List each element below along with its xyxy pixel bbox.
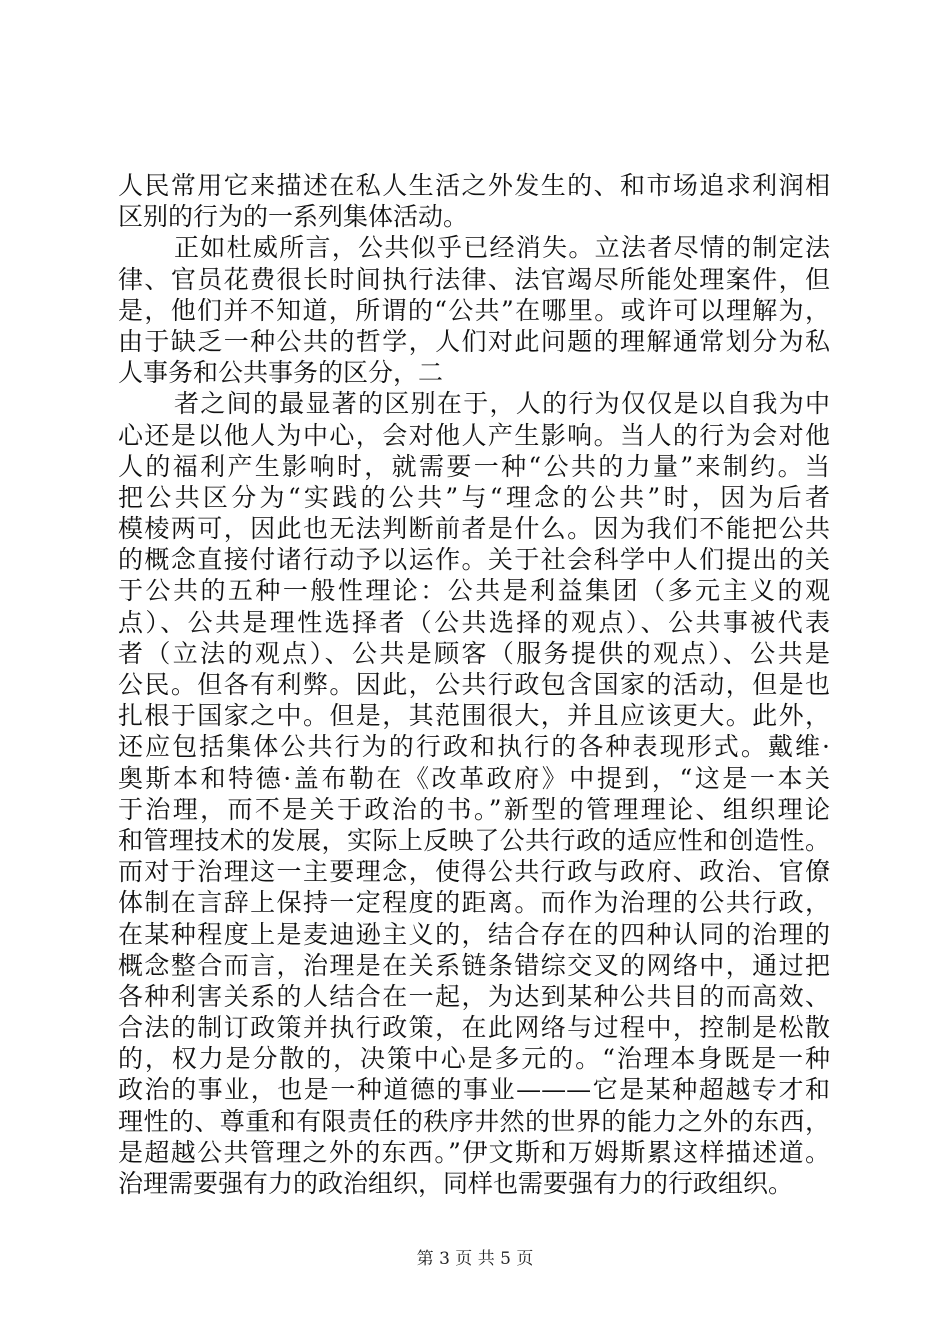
text-line: 体制在言辞上保持一定程度的距离。而作为治理的公共行政， <box>118 888 830 918</box>
text-line: 模棱两可，因此也无法判断前者是什么。因为我们不能把公共 <box>118 514 830 544</box>
text-line: 扎根于国家之中。但是，其范围很大，并且应该更大。此外， <box>118 701 830 731</box>
text-line: 奥斯本和特德·盖布勒在《改革政府》中提到，“这是一本关 <box>118 763 830 793</box>
text-line: 者之间的最显著的区别在于，人的行为仅仅是以自我为中 <box>174 389 830 419</box>
text-line: 点）、公共是理性选择者（公共选择的观点）、公共事被代表 <box>118 607 830 637</box>
text-line: 正如杜威所言，公共似乎已经消失。立法者尽情的制定法 <box>174 233 830 263</box>
text-line: 者（立法的观点）、公共是顾客（服务提供的观点）、公共是 <box>118 638 830 668</box>
text-line: 的概念直接付诸行动予以运作。关于社会科学中人们提出的关 <box>118 545 830 575</box>
text-line: 人民常用它来描述在私人生活之外发生的、和市场追求利润相 <box>118 171 830 200</box>
text-line: 还应包括集体公共行为的行政和执行的各种表现形式。戴维· <box>118 732 830 762</box>
text-line: 在某种程度上是麦迪逊主义的，结合存在的四种认同的治理的 <box>118 919 830 949</box>
text-line: 是，他们并不知道，所谓的“公共”在哪里。或许可以理解为， <box>118 295 830 325</box>
text-line: 心还是以他人为中心，会对他人产生影响。当人的行为会对他 <box>118 420 830 450</box>
text-line: 区别的行为的一系列集体活动。 <box>118 202 469 232</box>
text-line: 理性的、尊重和有限责任的秩序井然的世界的能力之外的东西， <box>118 1106 830 1136</box>
text-line: 概念整合而言，治理是在关系链条错综交叉的网络中，通过把 <box>118 950 830 980</box>
text-line: 和管理技术的发展，实际上反映了公共行政的适应性和创造性。 <box>118 825 830 855</box>
text-line: 人事务和公共事务的区分，二 <box>118 358 444 388</box>
text-line: 人的福利产生影响时，就需要一种“公共的力量”来制约。当 <box>118 451 830 481</box>
text-line: 政治的事业，也是一种道德的事业———它是某种超越专才和 <box>118 1075 830 1105</box>
text-line: 由于缺乏一种公共的哲学，人们对此问题的理解通常划分为私 <box>118 326 830 356</box>
text-line: 合法的制订政策并执行政策，在此网络与过程中，控制是松散 <box>118 1013 830 1043</box>
text-line: 而对于治理这一主要理念，使得公共行政与政府、政治、官僚 <box>118 857 830 887</box>
text-line: 律、官员花费很长时间执行法律、法官竭尽所能处理案件，但 <box>118 264 830 294</box>
page-footer <box>0 1244 950 1269</box>
text-line: 治理需要强有力的政治组织，同样也需要强有力的行政组织。 <box>118 1169 794 1198</box>
body-text <box>118 170 830 1199</box>
page-number: 第 3 页 共 5 页 <box>416 1249 534 1269</box>
text-line: 各种利害关系的人结合在一起，为达到某种公共目的而高效、 <box>118 981 830 1011</box>
text-line: 公民。但各有利弊。因此，公共行政包含国家的活动，但是也 <box>118 670 830 699</box>
text-line: 是超越公共管理之外的东西。”伊文斯和万姆斯累这样描述道。 <box>118 1137 830 1167</box>
text-line: 把公共区分为“实践的公共”与“理念的公共”时，因为后者 <box>118 482 830 512</box>
text-line: 于治理，而不是关于政治的书。”新型的管理理论、组织理论 <box>118 794 830 824</box>
text-line: 的，权力是分散的，决策中心是多元的。“治理本身既是一种 <box>118 1044 830 1074</box>
text-line: 于公共的五种一般性理论：公共是利益集团（多元主义的观 <box>118 576 830 606</box>
